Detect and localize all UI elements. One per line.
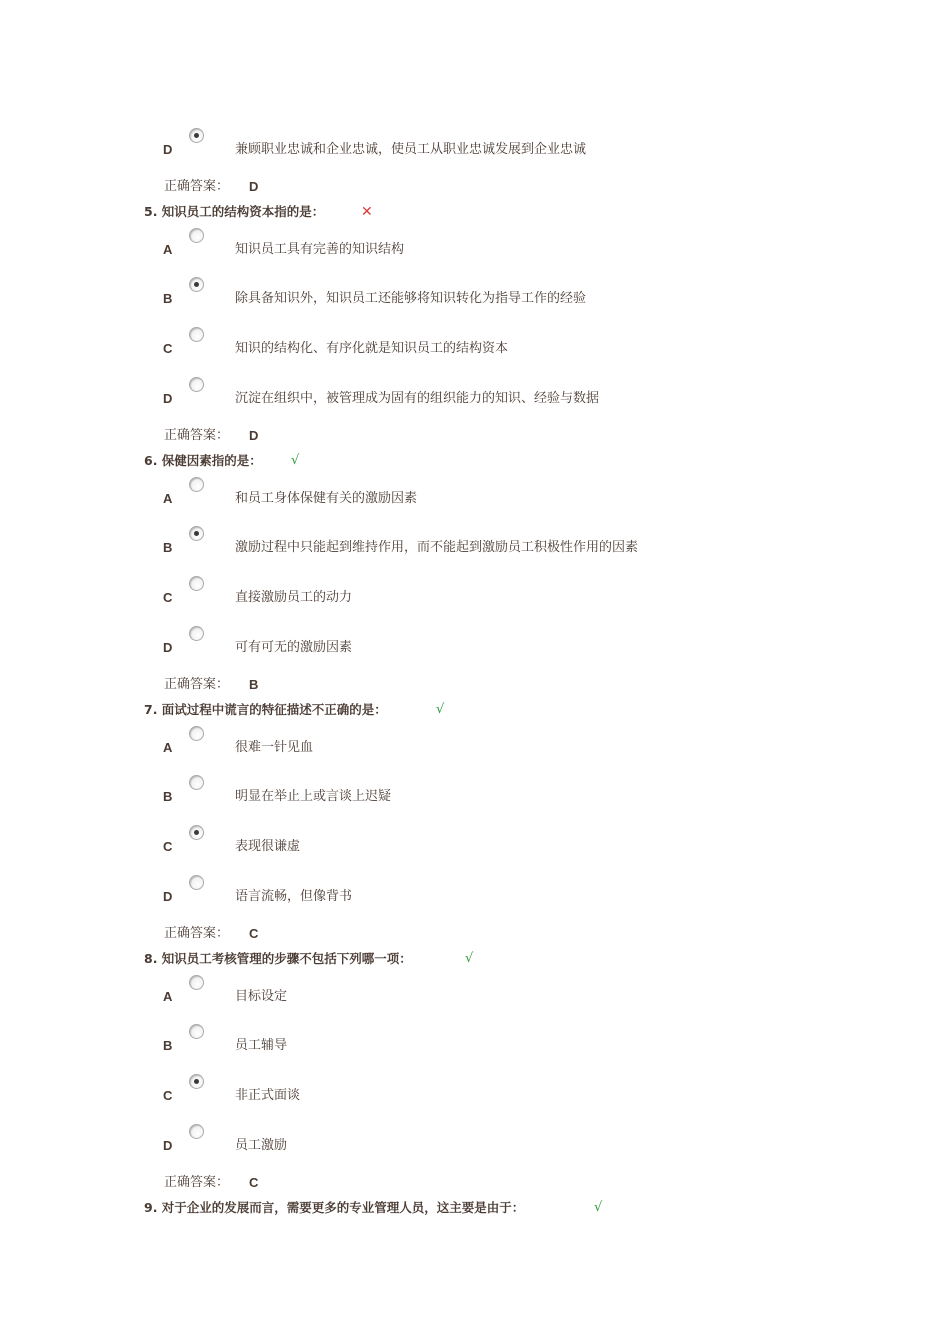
option-letter: C [163, 341, 173, 356]
radio-button[interactable] [189, 526, 204, 541]
check-icon: √ [594, 1200, 603, 1215]
radio-button[interactable] [189, 1074, 204, 1089]
option-text: 兼顾职业忠诚和企业忠诚，使员工从职业忠诚发展到企业忠诚 [235, 142, 587, 157]
option-letter: A [163, 989, 173, 1004]
question-title: 7. 面试过程中谎言的特征描述不正确的是： [144, 702, 387, 717]
correct-answer-label: 正确答案： [164, 677, 230, 692]
radio-button[interactable] [189, 875, 204, 890]
radio-button[interactable] [189, 726, 204, 741]
question-title: 6. 保健因素指的是： [144, 453, 262, 468]
option-text: 很难一针见血 [235, 740, 314, 755]
correct-answer-label: 正确答案： [164, 179, 230, 194]
radio-button[interactable] [189, 576, 204, 591]
option-letter: A [163, 491, 173, 506]
option-letter: D [163, 142, 173, 157]
option-letter: A [163, 740, 173, 755]
option-letter: C [163, 839, 173, 854]
option-letter: B [163, 291, 173, 306]
option-text: 知识的结构化、有序化就是知识员工的结构资本 [235, 341, 509, 356]
option-letter: C [163, 590, 173, 605]
option-text: 激励过程中只能起到维持作用，而不能起到激励员工积极性作用的因素 [235, 540, 639, 555]
option-letter: A [163, 242, 173, 257]
option-letter: D [163, 889, 173, 904]
option-text: 直接激励员工的动力 [235, 590, 353, 605]
option-text: 表现很谦虚 [235, 839, 301, 854]
radio-button[interactable] [189, 477, 204, 492]
radio-button[interactable] [189, 975, 204, 990]
check-icon: √ [436, 702, 445, 717]
option-text: 沉淀在组织中，被管理成为固有的组织能力的知识、经验与数据 [235, 391, 600, 406]
radio-button[interactable] [189, 228, 204, 243]
option-letter: D [163, 640, 173, 655]
cross-icon: ✕ [361, 204, 373, 220]
radio-button[interactable] [189, 327, 204, 342]
radio-button[interactable] [189, 377, 204, 392]
correct-answer-label: 正确答案： [164, 1175, 230, 1190]
radio-button[interactable] [189, 825, 204, 840]
correct-answer-value: D [249, 179, 259, 194]
option-text: 目标设定 [235, 989, 288, 1004]
option-letter: B [163, 789, 173, 804]
radio-button[interactable] [189, 775, 204, 790]
option-letter: B [163, 1038, 173, 1053]
option-text: 非正式面谈 [235, 1088, 301, 1103]
option-letter: C [163, 1088, 173, 1103]
correct-answer-value: D [249, 428, 259, 443]
option-text: 可有可无的激励因素 [235, 640, 353, 655]
option-letter: B [163, 540, 173, 555]
correct-answer-label: 正确答案： [164, 926, 230, 941]
option-text: 知识员工具有完善的知识结构 [235, 242, 405, 257]
option-text: 员工激励 [235, 1138, 288, 1153]
radio-button[interactable] [189, 626, 204, 641]
option-text: 和员工身体保健有关的激励因素 [235, 491, 418, 506]
option-text: 语言流畅，但像背书 [235, 889, 353, 904]
question-title: 9. 对于企业的发展而言，需要更多的专业管理人员，这主要是由于： [144, 1200, 525, 1215]
option-text: 员工辅导 [235, 1038, 288, 1053]
option-letter: D [163, 1138, 173, 1153]
correct-answer-value: C [249, 1175, 259, 1190]
radio-button[interactable] [189, 1024, 204, 1039]
question-title: 8. 知识员工考核管理的步骤不包括下列哪一项： [144, 951, 412, 966]
option-text: 明显在举止上或言谈上迟疑 [235, 789, 392, 804]
check-icon: √ [465, 951, 474, 966]
question-title: 5. 知识员工的结构资本指的是： [144, 204, 325, 219]
check-icon: √ [291, 453, 300, 468]
radio-button[interactable] [189, 128, 204, 143]
option-letter: D [163, 391, 173, 406]
radio-button[interactable] [189, 1124, 204, 1139]
radio-button[interactable] [189, 277, 204, 292]
option-text: 除具备知识外，知识员工还能够将知识转化为指导工作的经验 [235, 291, 587, 306]
correct-answer-label: 正确答案： [164, 428, 230, 443]
correct-answer-value: B [249, 677, 259, 692]
correct-answer-value: C [249, 926, 259, 941]
